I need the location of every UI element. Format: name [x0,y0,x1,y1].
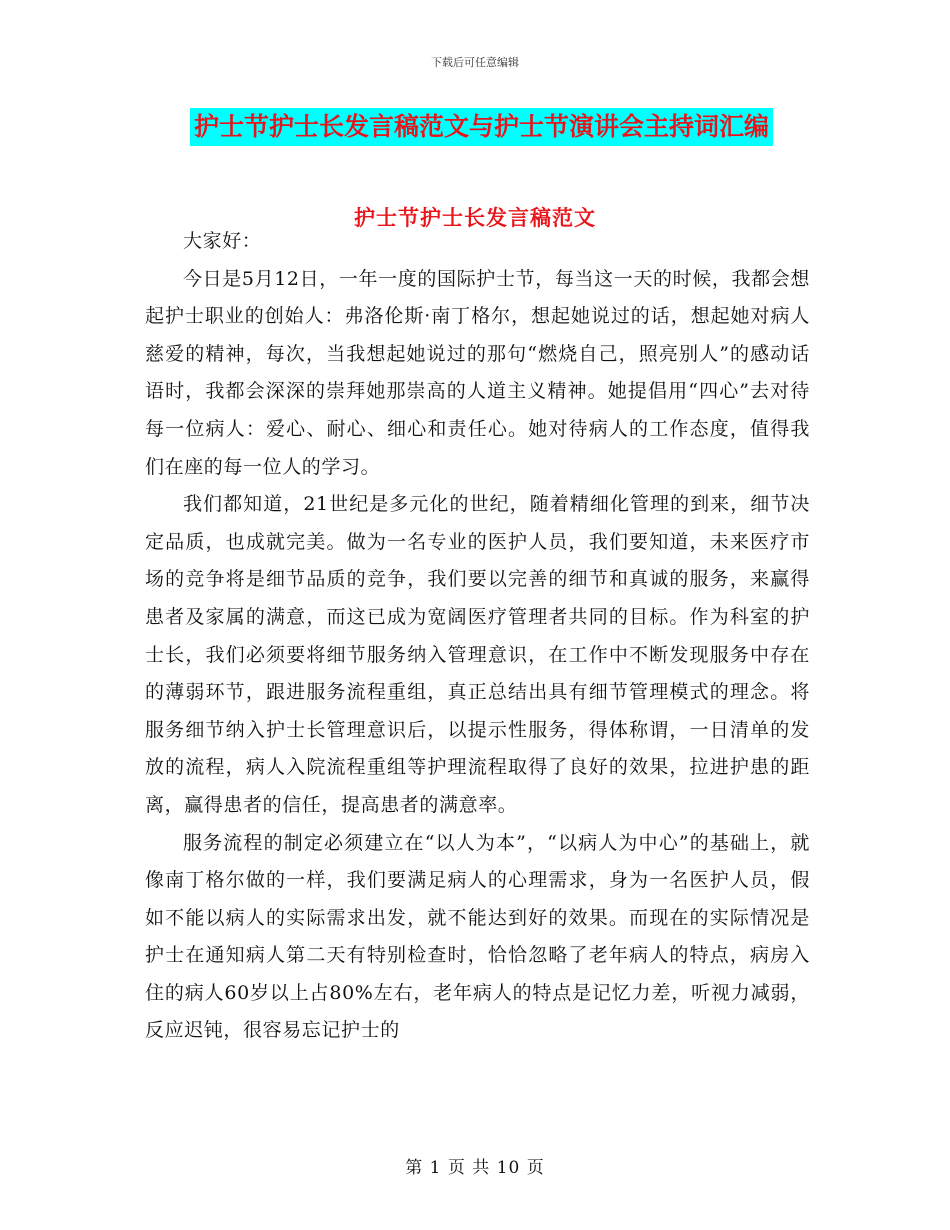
header-note: 下载后可任意编辑 [431,56,519,69]
document-body [145,223,810,1050]
page-number: 第 1 页 共 10 页 [405,1158,545,1178]
document-title: 护士节护士长发言稿范文与护士节演讲会主持词汇编 [190,108,773,146]
paragraph-3: 服务流程的制定必须建立在“以人为本”，“以病人为中心”的基础上，就像南丁格尔做的一样，我们要满足病人的心理需求，身为一名医护人员，假如不能以病人的实际需求出发，就不能达到好的效果。而现在的实际情况是护士在通知病人第二天有特别检查时，恰恰忽略了老年病人的特点，病房入住的病人60岁以上占80%左右，老年病人的特点是记忆力差，听视力减弱，反应迟钝，很容易忘记护士的 [145,831,810,1042]
section-title: 护士节护士长发言稿范文 [354,205,596,230]
salutation: 大家好： [183,230,262,252]
paragraph-1: 今日是5月12日，一年一度的国际护士节，每当这一天的时候，我都会想起护士职业的创始人：弗洛伦斯·南丁格尔，想起她说过的话，想起她对病人慈爱的精神，每次，当我想起她说过的那句“燃烧自己，照亮别人”的感动话语时，我都会深深的崇拜她那崇高的人道主义精神。她提倡用“四心”去对待每一位病人：爱心、耐心、细心和责任心。她对待病人的工作态度，值得我们在座的每一位人的学习。 [145,267,810,478]
paragraph-2: 我们都知道，21世纪是多元化的世纪，随着精细化管理的到来，细节决定品质，也成就完美。做为一名专业的医护人员，我们要知道，未来医疗市场的竞争将是细节品质的竞争，我们要以完善的细节和真诚的服务，来赢得患者及家属的满意，而这已成为宽阔医疗管理者共同的目标。作为科室的护士长，我们必须要将细节服务纳入管理意识，在工作中不断发现服务中存在的薄弱环节，跟进服务流程重组，真正总结出具有细节管理模式的理念。将服务细节纳入护士长管理意识后，以提示性服务，得体称谓，一日清单的发放的流程，病人入院流程重组等护理流程取得了良好的效果，拉进护患的距离，赢得患者的信任，提高患者的满意率。 [145,493,810,816]
